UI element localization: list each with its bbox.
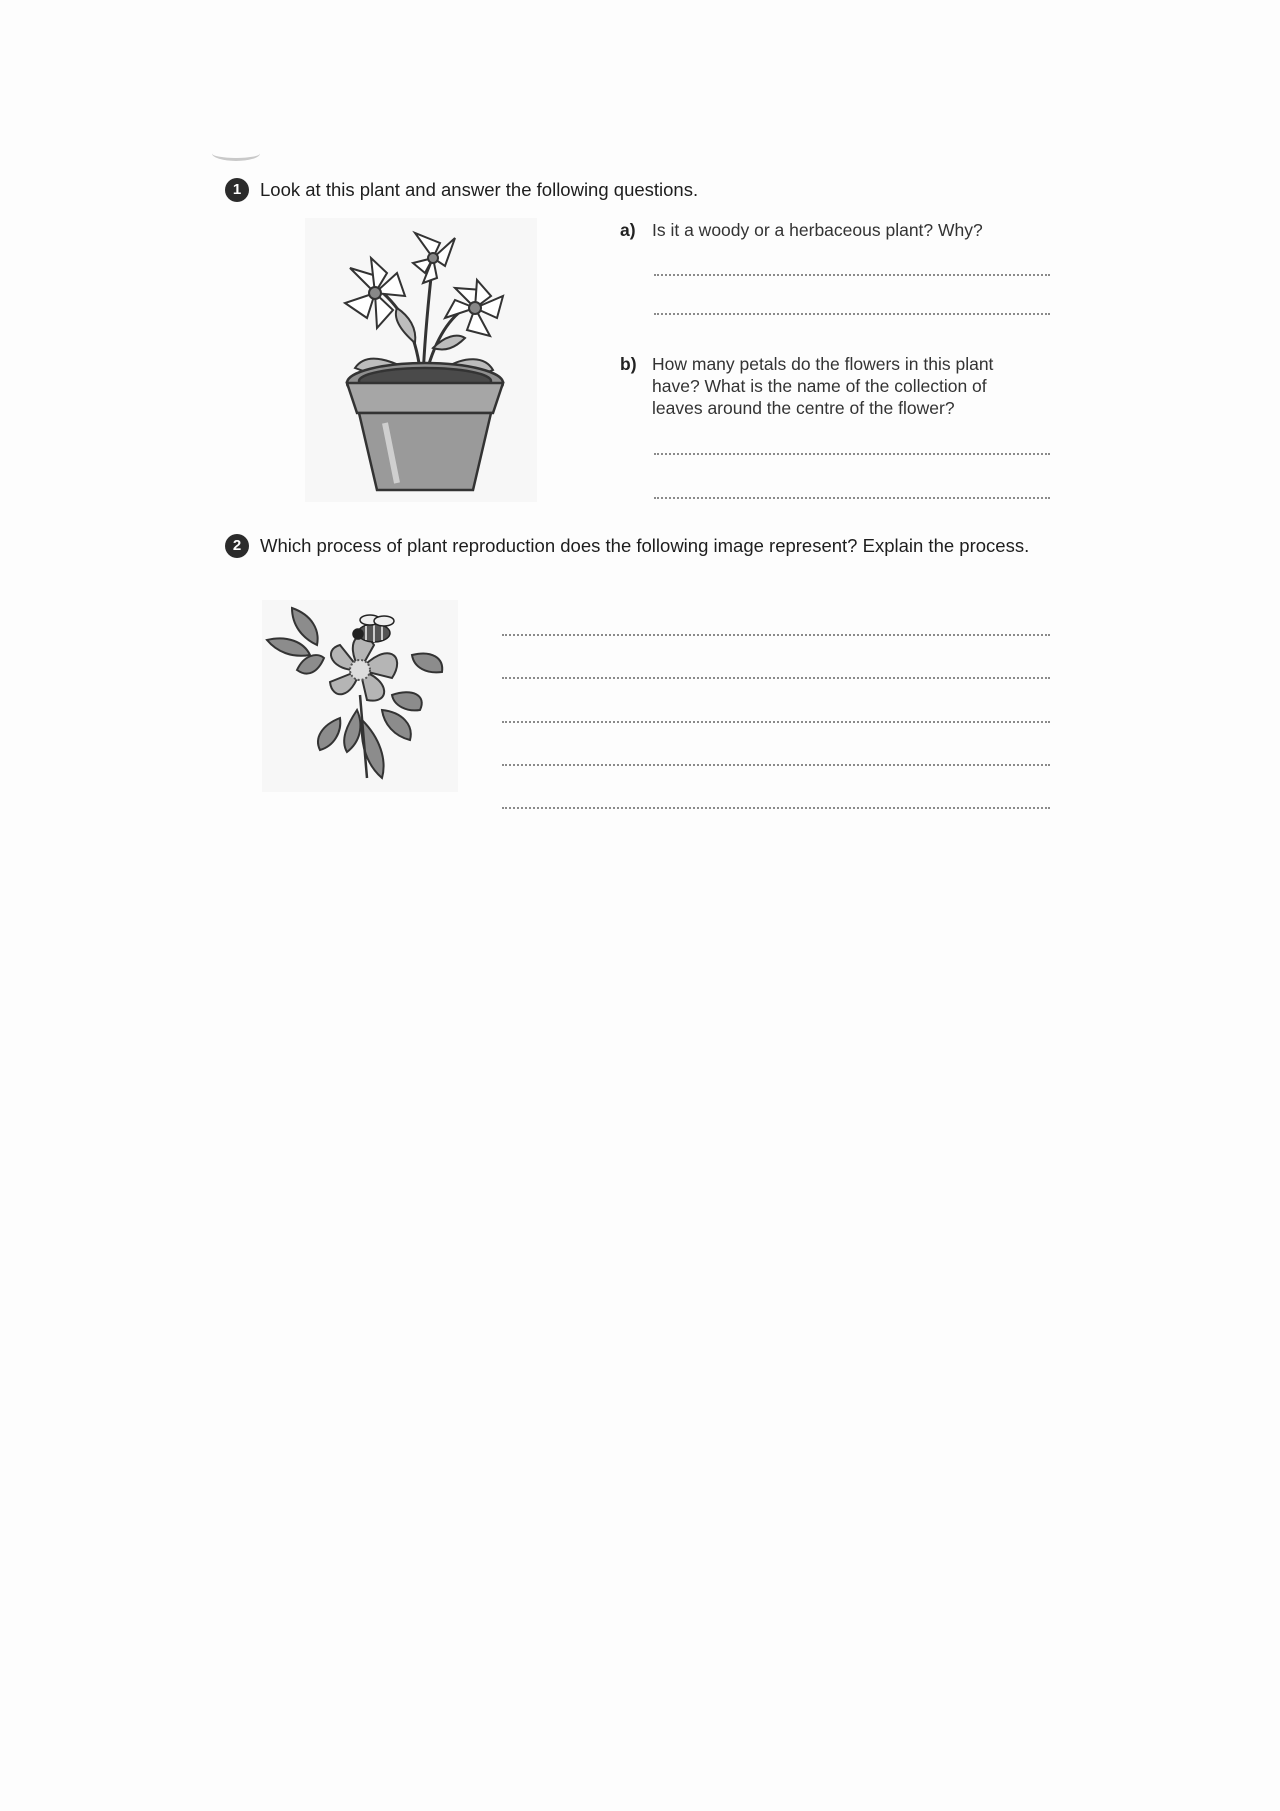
question-1b-label: b) [620, 354, 637, 374]
potted-plant-image [305, 218, 537, 502]
answer-line-2-3[interactable] [502, 721, 1050, 723]
answer-line-2-4[interactable] [502, 764, 1050, 766]
answer-line-1a-1[interactable] [654, 274, 1050, 276]
question-1a-label: a) [620, 220, 636, 240]
answer-line-1b-2[interactable] [654, 497, 1050, 499]
flower-with-bee-image [262, 600, 458, 792]
question-1-text: Look at this plant and answer the following questions. [260, 179, 699, 200]
flower-bee-drawing [262, 600, 458, 792]
answer-line-1a-2[interactable] [654, 313, 1050, 315]
page-corner-mark [212, 146, 260, 161]
question-1b-text: How many petals do the flowers in this plant have? What is the name of the collection of leaves around the centre of the flower? [652, 354, 994, 418]
question-2-number: 2 [225, 534, 249, 558]
answer-line-2-2[interactable] [502, 677, 1050, 679]
answer-line-2-1[interactable] [502, 634, 1050, 636]
question-1-number: 1 [225, 178, 249, 202]
answer-line-2-5[interactable] [502, 807, 1050, 809]
answer-line-1b-1[interactable] [654, 453, 1050, 455]
question-1a [620, 219, 1060, 243]
question-2-text: Which process of plant reproduction does the following image represent? Explain the process. [260, 535, 1030, 556]
question-1b [620, 353, 1060, 423]
question-1a-text: Is it a woody or a herbaceous plant? Why? [652, 220, 983, 240]
potted-plant-drawing [305, 218, 537, 502]
